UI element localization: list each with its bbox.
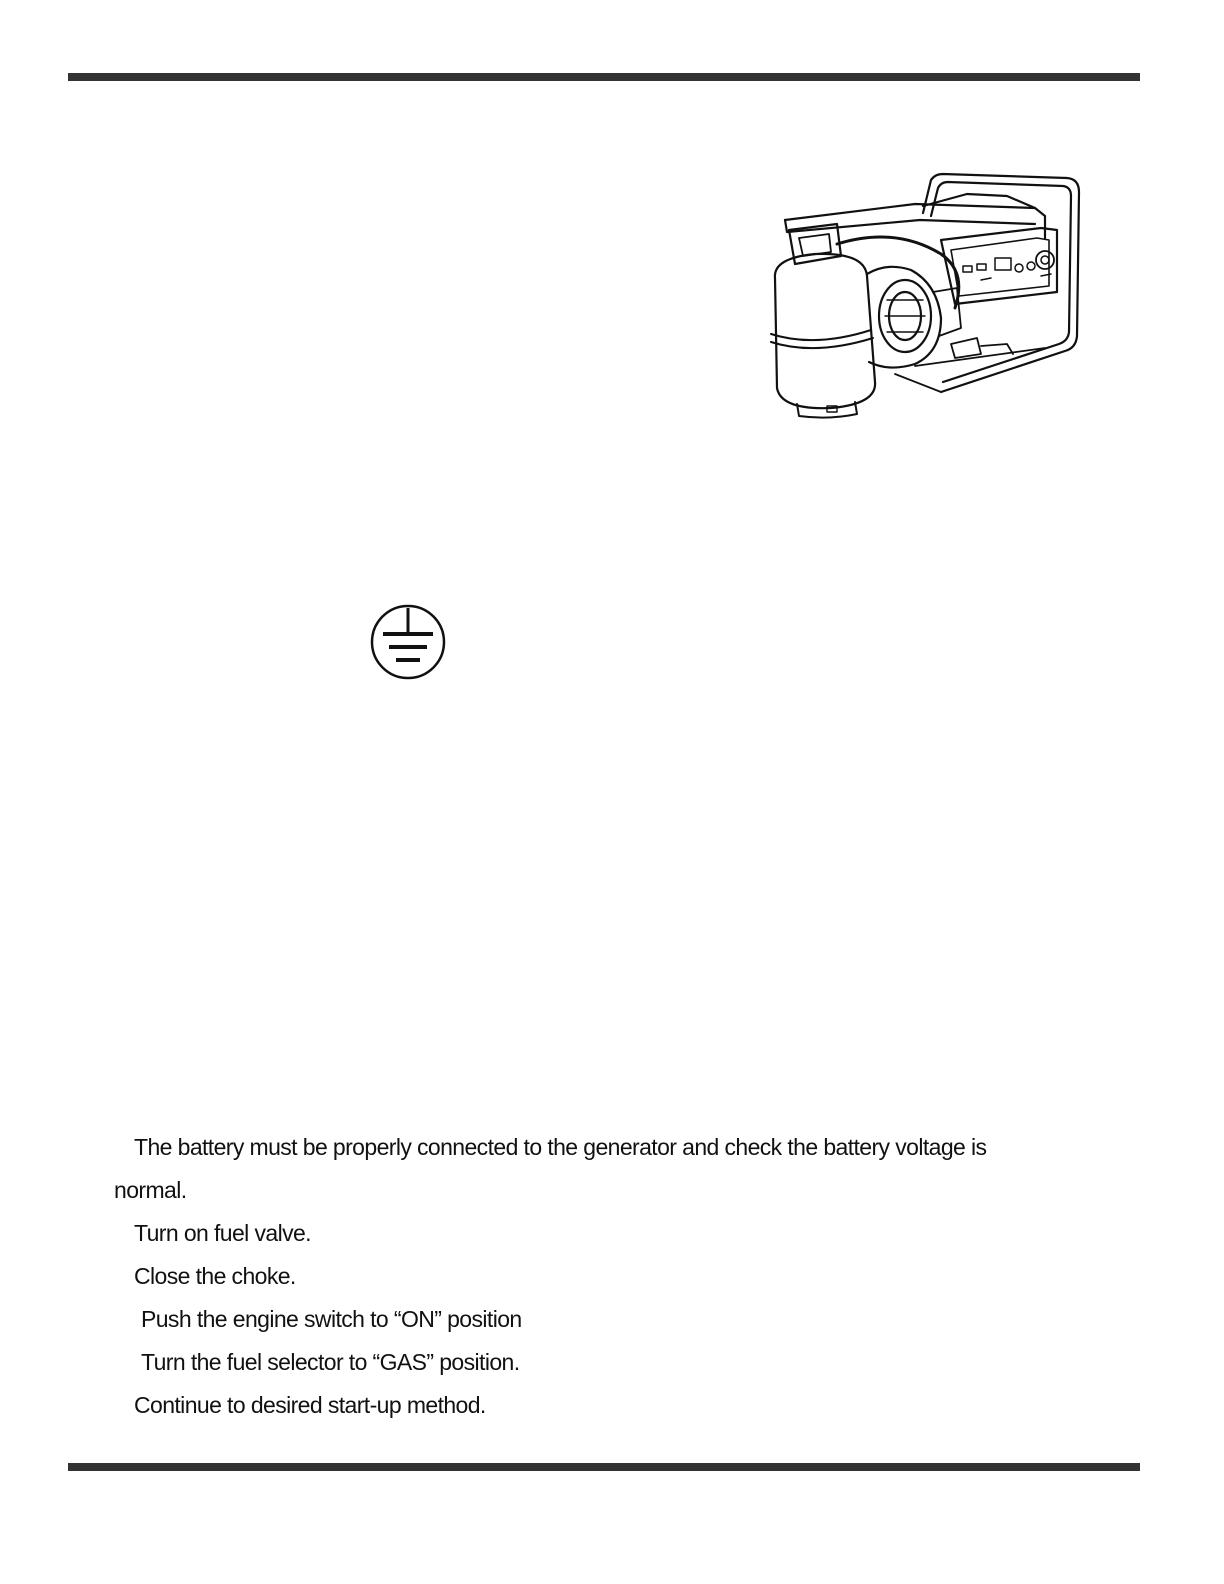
startup-instructions [114,1126,1094,1427]
battery-instruction-line2: normal. [114,1177,187,1203]
generator-illustration [745,168,1090,420]
footer-rule [68,1463,1140,1471]
engine-switch-instruction: Push the engine switch to “ON” position [141,1306,522,1332]
fuel-valve-instruction: Turn on fuel valve. [134,1220,311,1246]
fuel-selector-instruction: Turn the fuel selector to “GAS” position. [141,1349,520,1375]
choke-instruction: Close the choke. [134,1263,296,1289]
battery-instruction-line1: The battery must be properly connected to the generator and check the battery voltage is [134,1134,987,1160]
header-rule [68,73,1140,81]
continue-instruction: Continue to desired start-up method. [134,1392,486,1418]
ground-symbol-icon [368,602,448,682]
